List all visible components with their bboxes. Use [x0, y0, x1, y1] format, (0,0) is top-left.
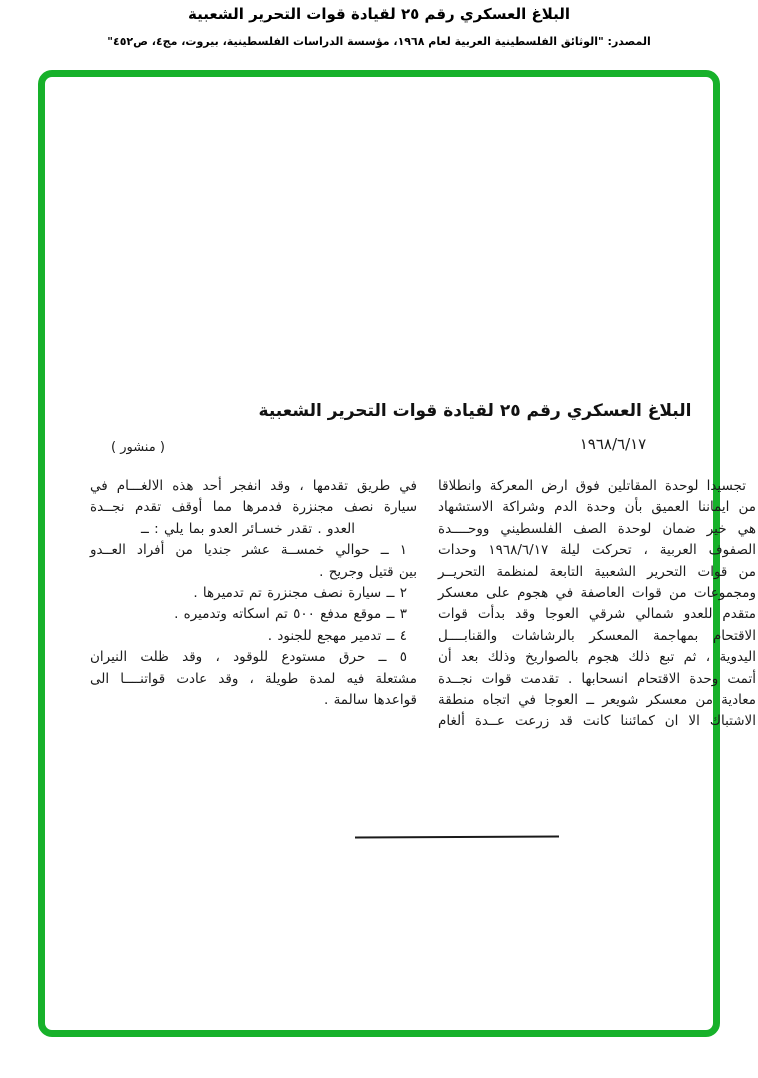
list-item-4: ٤ ــ تدمير مهجع للجنود .: [267, 627, 407, 644]
list-item-3: ٣ ــ موقع مدفع ٥٠٠ تم اسكاته وتدميره .: [174, 606, 407, 623]
text-line: من ايماننا العميق بأن وحدة الدم وشراكة الاستشهاد: [438, 499, 756, 516]
text-line: معادية من معسكر شويعر ــ العوجا في اتجاه منطقة: [438, 692, 756, 709]
text-line: اليدوية ، ثم تبع ذلك هجوم بالصواريخ وذلك بعد أن: [438, 649, 756, 666]
text-line: سيارة نصف مجنزرة فدمرها مما أوقف تقدم نجــدة: [90, 499, 417, 516]
page-header-title: البلاغ العسكري رقم ٢٥ لقيادة قوات التحرير الشعبية: [188, 5, 570, 23]
text-line: الاشتباك الا ان كمائننا كانت قد زرعت عــدة ألغام: [438, 713, 756, 730]
text-line: هي خير ضمان لوحدة الصف الفلسطيني ووحــــدة: [438, 520, 756, 537]
communique-title: البلاغ العسكري رقم ٢٥ لقيادة قوات التحرير الشعبية: [258, 401, 692, 421]
body-column-right: [438, 476, 756, 733]
text-line: مشتعلة فيه لمدة طويلة ، وقد عادت قواتنــــا الى: [90, 670, 417, 687]
text-line: الصفوف العربية ، تحركت ليلة ١٩٦٨/٦/١٧ وحدات: [438, 542, 757, 559]
text-line: تجسيدا لوحدة المقاتلين فوق ارض المعركة وانطلاقا: [438, 478, 746, 494]
text-line: ومجموعات من قوات العاصفة في هجوم على معسكر: [438, 585, 756, 602]
document-green-frame: [38, 70, 757, 1037]
text-line: قواعدها سالمة .: [323, 692, 417, 709]
text-line: العدو . تقدر خسـائر العدو بما يلي : ــ: [140, 520, 355, 537]
footer-separator-line: [355, 835, 559, 838]
text-line: في طريق تقدمها ، وقد انفجر أحد هذه الالغـــام في: [90, 478, 417, 494]
text-line: أتمت وحدة الاقتحام انسحابها . تقدمت قوات نجــدة: [438, 670, 756, 687]
publication-note: ( منشور ): [111, 440, 165, 455]
list-item-5: ٥ ــ حرق مستودع للوقود ، وقد ظلت النيران: [90, 649, 407, 666]
text-line: من قوات التحرير الشعبية التابعة لمنظمة التحريــر: [438, 563, 756, 580]
text-line: متقدم للعدو شمالي شرقي العوجا وقد بدأت قوات: [438, 606, 756, 623]
page-header-source: المصدر: "الوثائق الفلسطينية العربية لعام ١٩٦٨، مؤسسة الدراسات الفلسطينية، بيروت، مج٤، ص٤٥٢": [107, 35, 651, 48]
text-line: الاقتحام بمهاجمة المعسكر بالرشاشات والقنابــــل: [438, 627, 756, 644]
list-item-1: ١ ــ حوالي خمســة عشر جنديا من أفراد العــدو: [90, 542, 407, 559]
body-column-left: [90, 476, 417, 711]
list-item-2: ٢ ــ سيارة نصف مجنزرة تم تدميرها .: [193, 585, 407, 602]
text-line: بين قتيل وجريح .: [319, 563, 417, 580]
communique-date: ١٩٦٨/٦/١٧: [579, 435, 647, 453]
